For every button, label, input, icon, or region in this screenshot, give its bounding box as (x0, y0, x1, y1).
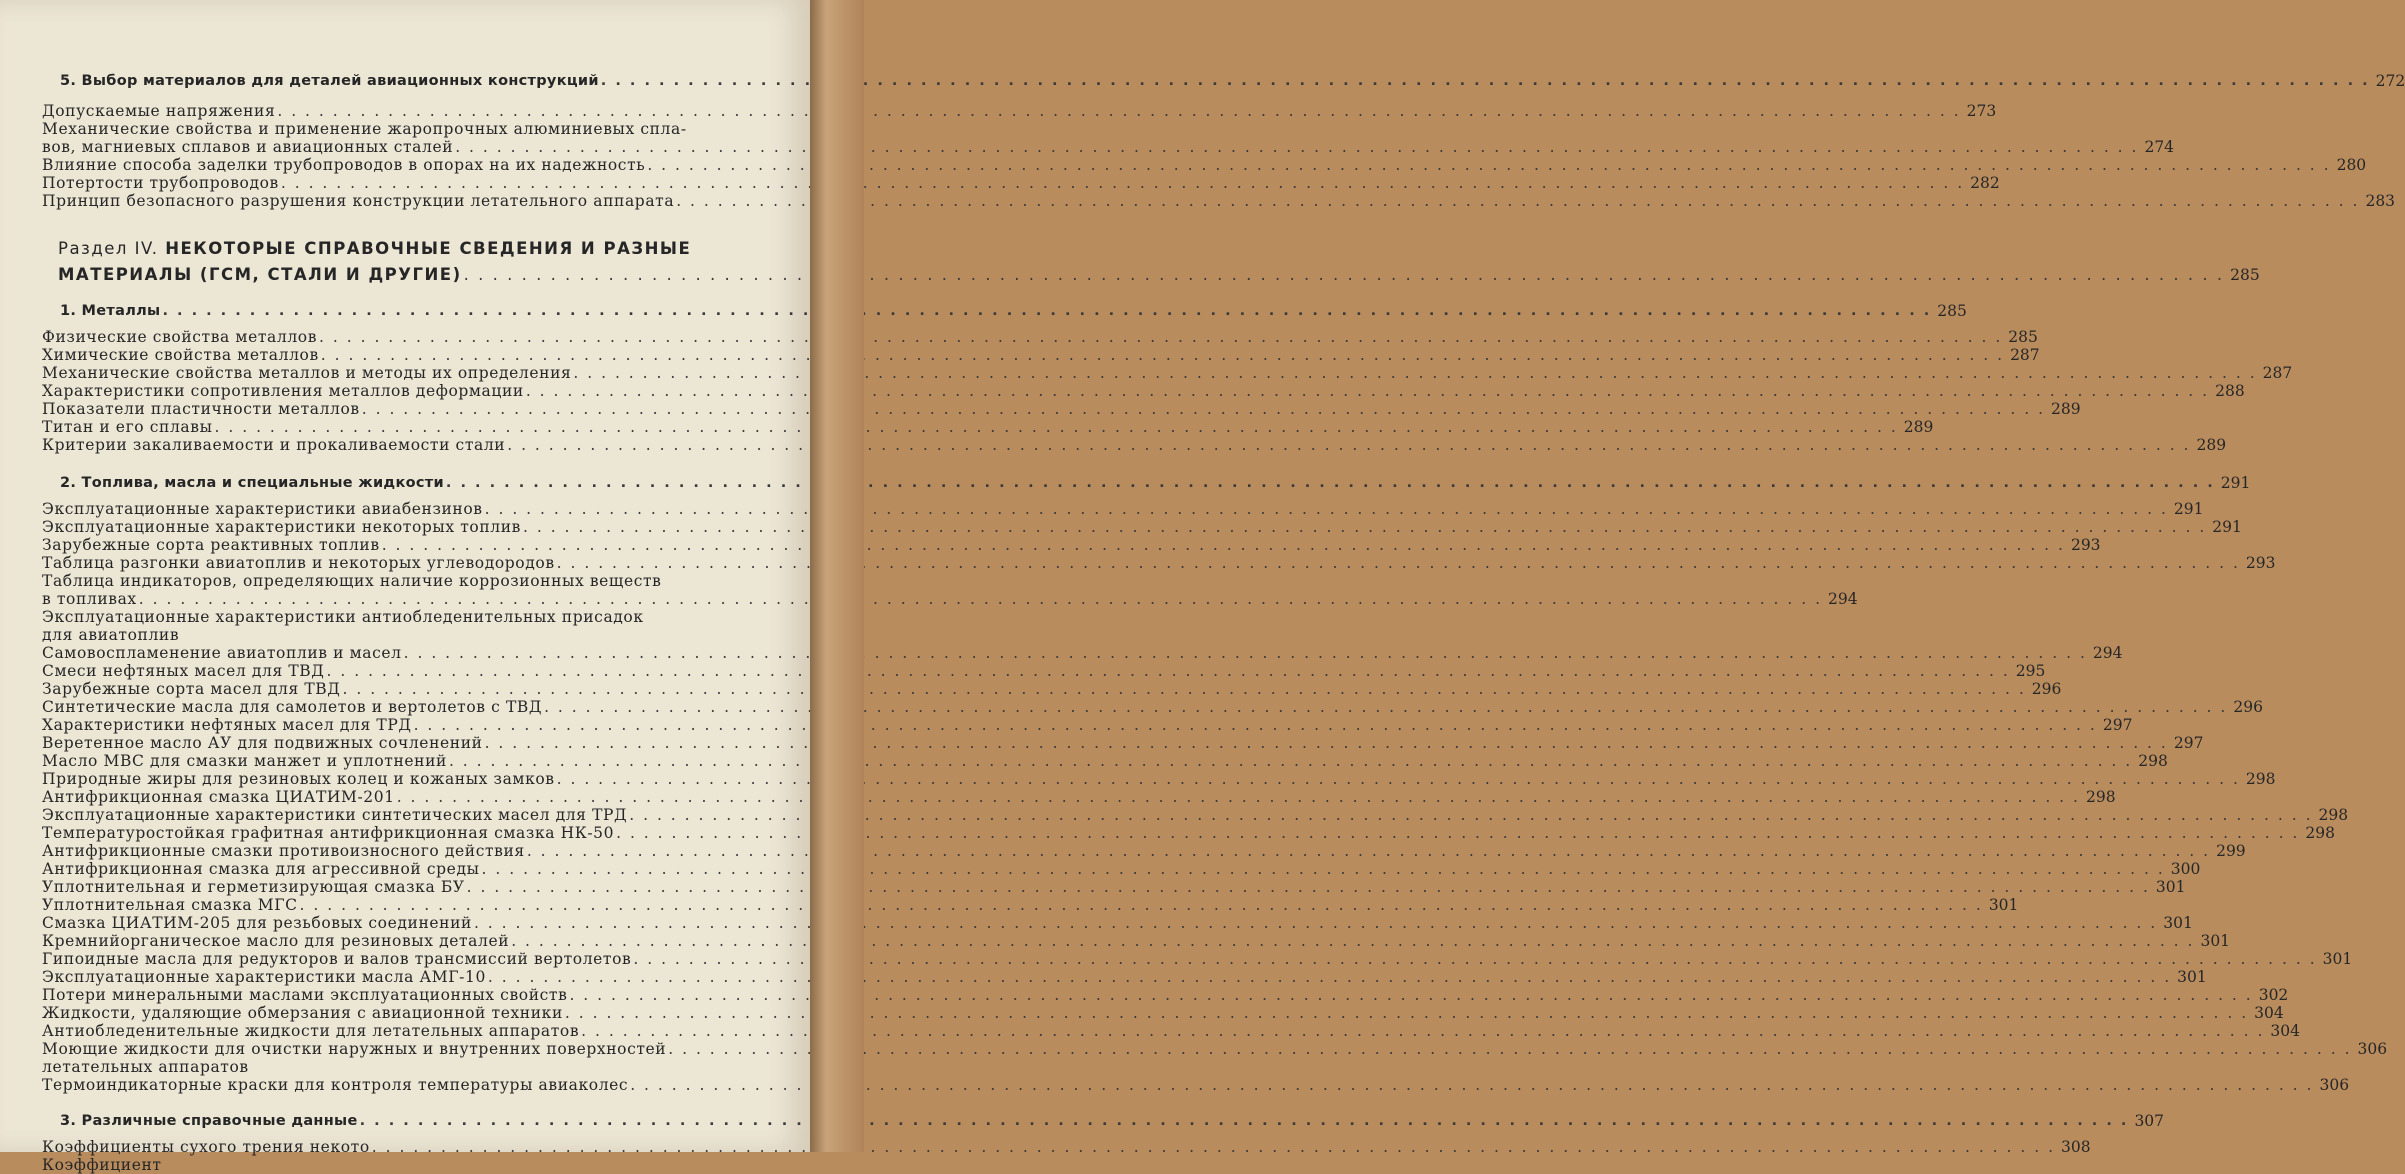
page-number: 298 (2085, 788, 2116, 806)
page-number: 301 (2155, 878, 2186, 896)
entry-title: Химические свойства металлов (42, 346, 319, 364)
entry-title: Потери минеральными маслами эксплуатационных свойств (42, 986, 568, 1004)
entry-title: Эксплуатационные характеристики антиобледенительных присадок (42, 608, 644, 626)
leader-dots (525, 842, 2212, 860)
page-number: 301 (1988, 896, 2019, 914)
entry-title: вов, магниевых сплавов и авиационных сталей (42, 138, 454, 156)
entry-title: 3. Различные справочные данные (60, 1113, 358, 1129)
page-number: 307 (2134, 1112, 2165, 1130)
leader-dots (674, 192, 2361, 210)
leader-dots (555, 554, 2242, 572)
entry-title: Жидкости, удаляющие обмерзания с авиационной техники (42, 1004, 563, 1022)
leader-dots (160, 302, 1933, 320)
page-number: 301 (2200, 932, 2231, 950)
page-number: 297 (2102, 716, 2133, 734)
leader-dots (631, 950, 2318, 968)
page-number: 293 (2245, 554, 2276, 572)
entry-title: Коэффициенты сухого трения некото (42, 1138, 370, 1156)
book-edge (810, 0, 864, 1152)
toc-entry (40, 188, 2396, 210)
part-prefix: Раздел IV. (58, 239, 159, 258)
entry-title: Показатели пластичности металлов (42, 400, 360, 418)
entry-title: летательных аппаратов (42, 1058, 249, 1076)
leader-dots (599, 72, 2372, 90)
entry-title: Веретенное масло АУ для подвижных сочленений (42, 734, 483, 752)
entry-title: Эксплуатационные характеристики авиабензинов (42, 500, 483, 518)
entry-title: Антифрикционная смазка ЦИАТИМ-201 (42, 788, 395, 806)
leader-dots (483, 734, 2170, 752)
entry-title: Критерии закаливаемости и прокаливаемости стали (42, 436, 506, 454)
leader-dots (462, 266, 2227, 284)
entry-title (40, 240, 691, 258)
page-number: 289 (1903, 418, 1934, 436)
page-number: 288 (2215, 382, 2245, 400)
entry-title: 5. Выбор материалов для деталей авиационных конструкций (60, 73, 599, 89)
entry-title: Механические свойства металлов и методы их определения (42, 364, 572, 382)
page-number: 306 (2357, 1040, 2388, 1058)
entry-title: Потертости трубопроводов (42, 174, 279, 192)
entry-title (40, 266, 462, 284)
leader-dots (509, 932, 2196, 950)
toc-entry (40, 432, 2227, 454)
part-heading (40, 262, 2260, 284)
toc-entry (40, 1072, 2350, 1094)
entry-title: Принцип безопасного разрушения конструкции летательного аппарата (42, 192, 675, 210)
entry-title: Уплотнительная и герметизирующая смазка БУ (42, 878, 465, 896)
page-number: 298 (2305, 824, 2335, 842)
leader-dots (666, 1040, 2353, 1058)
entry-title: Титан и его сплавы (42, 418, 213, 436)
entry-title: Гипоидные масла для редукторов и валов трансмиссий вертолетов (42, 950, 632, 968)
section-entry (40, 68, 2405, 90)
section-entry (40, 298, 1967, 320)
leader-dots (524, 382, 2211, 400)
entry-title: в топливах (42, 590, 137, 608)
section-entry (40, 470, 2251, 492)
entry-title: Смазка ЦИАТИМ-205 для резьбовых соединений (42, 914, 472, 932)
entry-title: Влияние способа заделки трубопроводов в опорах на их надежность (42, 156, 646, 174)
entry-title: Механические свойства и применение жаропрочных алюминиевых спла- (42, 120, 687, 138)
entry-title: Смеси нефтяных масел для ТВД (42, 662, 325, 680)
page-number: 298 (2245, 770, 2276, 788)
page-number: 297 (2173, 734, 2204, 752)
leader-dots (521, 518, 2208, 536)
entry-title: Уплотнительная смазка МГС (42, 896, 298, 914)
page-number: 308 (2061, 1138, 2091, 1156)
part-heading (40, 236, 730, 258)
entry-title: Таблица разгонки авиатоплив и некоторых углеводородов (42, 554, 555, 572)
page-number: 295 (2015, 662, 2046, 680)
entry-title: Характеристики сопротивления металлов деформации (42, 382, 524, 400)
page-number: 298 (2138, 752, 2168, 770)
entry-title: Синтетические масла для самолетов и вертолетов с ТВД (42, 698, 543, 716)
leader-dots (627, 806, 2314, 824)
leader-dots (542, 698, 2229, 716)
page-number: 294 (2092, 644, 2123, 662)
entry-title: 1. Металлы (60, 303, 161, 319)
entry-title: Температуростойкая графитная антифрикционная смазка НК-50 (42, 824, 615, 842)
leader-dots (358, 1112, 2131, 1130)
page-number: 283 (2365, 192, 2396, 210)
page-number: 304 (2270, 1022, 2301, 1040)
leader-dots (483, 500, 2170, 518)
entry-title: Зарубежные сорта реактивных топлив (42, 536, 380, 554)
page-number: 299 (2216, 842, 2246, 860)
entry-title: 2. Топлива, масла и специальные жидкости (60, 475, 444, 491)
entry-title: Таблица индикаторов, определяющих наличие коррозионных веществ (42, 572, 662, 590)
entry-title: Коэффициент (42, 1156, 162, 1174)
entry-title: для авиатоплив (42, 626, 180, 644)
entry-title: Характеристики нефтяных масел для ТРД (42, 716, 412, 734)
page-number: 280 (2336, 156, 2367, 174)
page-number: 306 (2319, 1076, 2350, 1094)
toc-entry (40, 1152, 730, 1174)
page-number: 301 (2177, 968, 2207, 986)
page-number: 287 (2010, 346, 2040, 364)
page-number: 274 (2144, 138, 2175, 156)
entry-title: Моющие жидкости для очистки наружных и внутренних поверхностей (42, 1040, 667, 1058)
entry-title: Эксплуатационные характеристики некоторых топлив (42, 518, 521, 536)
page-number: 301 (2322, 950, 2353, 968)
page-number: 285 (2230, 266, 2260, 284)
page-number: 291 (2220, 474, 2251, 492)
page-number: 291 (2212, 518, 2242, 536)
page-number: 301 (2163, 914, 2193, 932)
leader-dots (444, 474, 2217, 492)
page-number: 272 (2375, 72, 2405, 90)
page-number: 291 (2173, 500, 2204, 518)
entry-title: Кремнийорганическое масло для резиновых деталей (42, 932, 510, 950)
entry-title: Антиобледенительные жидкости для летательных аппаратов (42, 1022, 580, 1040)
entry-title: Эксплуатационные характеристики синтетических масел для ТРД (42, 806, 628, 824)
part-title: НЕКОТОРЫЕ СПРАВОЧНЫЕ СВЕДЕНИЯ И РАЗНЫЕ (165, 239, 692, 258)
entry-title: Антифрикционная смазка для агрессивной среды (42, 860, 480, 878)
entry-title: Масло МВС для смазки манжет и уплотнений (42, 752, 447, 770)
leader-dots (505, 436, 2192, 454)
page-number: 294 (1828, 590, 1858, 608)
entry-title: Зарубежные сорта масел для ТВД (42, 680, 341, 698)
leader-dots (628, 1076, 2315, 1094)
page-number: 282 (1970, 174, 2000, 192)
page-number: 289 (2051, 400, 2081, 418)
page-number: 293 (2070, 536, 2101, 554)
leader-dots (555, 770, 2242, 788)
section-entry (40, 1108, 2165, 1130)
entry-title: Самовоспламенение авиатоплив и масел (42, 644, 402, 662)
page-number: 289 (2196, 436, 2227, 454)
page-number: 300 (2170, 860, 2201, 878)
page-number: 302 (2258, 986, 2289, 1004)
page-number: 296 (2031, 680, 2062, 698)
page-number: 304 (2254, 1004, 2284, 1022)
page-number: 285 (1937, 302, 1967, 320)
leader-dots (480, 860, 2167, 878)
page-number: 287 (2262, 364, 2293, 382)
page-number: 296 (2233, 698, 2263, 716)
entry-title: Антифрикционные смазки противоизносного действия (42, 842, 525, 860)
part-title: МАТЕРИАЛЫ (ГСМ, СТАЛИ И ДРУГИЕ) (58, 265, 462, 284)
entry-title: Термоиндикаторные краски для контроля температуры авиаколес (42, 1076, 629, 1094)
leader-dots (486, 968, 2173, 986)
page-number: 285 (2008, 328, 2038, 346)
page-number: 298 (2318, 806, 2349, 824)
page-number: 273 (1966, 102, 1997, 120)
entry-title: Физические свойства металлов (42, 328, 318, 346)
entry-title: Эксплуатационные характеристики масла АМГ-10 (42, 968, 486, 986)
entry-title: Природные жиры для резиновых колец и кожаных замков (42, 770, 555, 788)
leader-dots (645, 156, 2332, 174)
entry-title: Допускаемые напряжения (42, 102, 276, 120)
leader-dots (614, 824, 2301, 842)
